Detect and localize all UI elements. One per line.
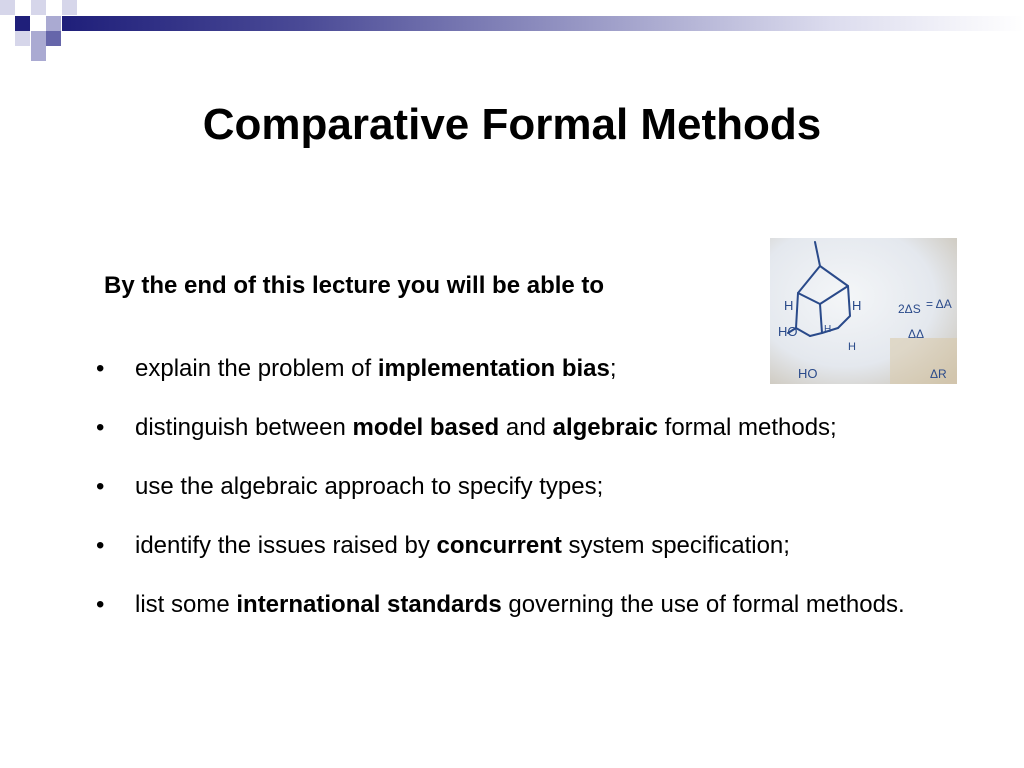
photo-label: H — [848, 341, 856, 353]
bullet-icon: • — [96, 532, 105, 559]
deco-square — [0, 0, 15, 15]
bullet-icon: • — [96, 473, 105, 500]
list-item — [92, 529, 952, 563]
bullet-icon: • — [96, 591, 105, 618]
deco-square — [46, 31, 61, 46]
bullet-text: use the algebraic approach to specify types; — [135, 473, 604, 500]
header-decoration — [0, 0, 1024, 62]
header-gradient-bar — [62, 16, 1024, 31]
bullet-text: identify the issues raised by — [135, 532, 437, 559]
bullet-text: system specification; — [561, 532, 790, 559]
photo-label: H — [824, 324, 832, 335]
photo-label: ΔR — [930, 367, 947, 381]
intro-text: By the end of this lecture you will be able to — [104, 272, 605, 299]
bullet-text: ; — [609, 355, 617, 382]
bullet-icon: • — [96, 414, 105, 441]
learning-objectives-list — [92, 352, 952, 647]
deco-square — [31, 31, 46, 46]
bullet-bold-text: international standards — [236, 591, 502, 618]
bullet-text: formal methods; — [657, 414, 837, 441]
photo-label: = ΔA — [926, 297, 952, 311]
deco-square — [46, 16, 61, 31]
bullet-icon: • — [96, 355, 105, 382]
photo-label: 2ΔS — [898, 302, 921, 316]
bullet-text: and — [499, 414, 553, 441]
deco-square — [15, 16, 30, 31]
deco-square — [62, 0, 77, 15]
list-item — [92, 411, 952, 445]
bullet-bold-text: concurrent — [436, 532, 562, 559]
deco-square — [15, 31, 30, 46]
slide-title: Comparative Formal Methods — [202, 100, 822, 149]
photo-label: HO — [778, 324, 798, 339]
photo-label: ΔΔ — [908, 327, 925, 341]
list-item — [92, 470, 952, 504]
bullet-bold-text: algebraic — [552, 414, 658, 441]
photo-label: H — [784, 298, 794, 313]
list-item — [92, 352, 755, 386]
bullet-text: governing the use of formal methods. — [501, 591, 905, 618]
bullet-text: list some — [135, 591, 237, 618]
photo-label: H — [852, 298, 862, 313]
bullet-text: distinguish between — [135, 414, 353, 441]
bullet-text: explain the problem of — [135, 355, 378, 382]
bullet-bold-text: model based — [352, 414, 500, 441]
photo-label: HO — [798, 366, 818, 381]
list-item — [92, 588, 952, 622]
deco-square — [31, 46, 46, 61]
deco-square — [31, 0, 46, 15]
bullet-bold-text: implementation bias — [377, 355, 610, 382]
